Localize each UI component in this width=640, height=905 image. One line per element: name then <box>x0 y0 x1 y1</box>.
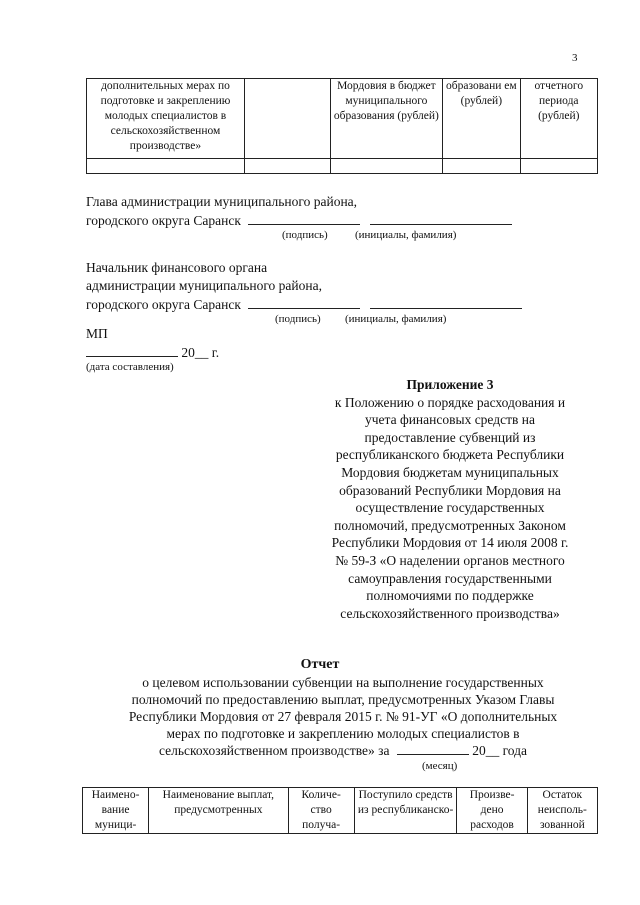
signature1-sign-field <box>248 212 360 225</box>
signature2-sign-field <box>248 296 360 309</box>
date-suffix: 20__ г. <box>181 345 220 360</box>
appendix-line: № 59-З «О наделении органов местного <box>335 552 565 568</box>
table-cell <box>330 159 443 174</box>
report-title: Отчет <box>300 657 340 672</box>
appendix-line: полномочиями по поддержке <box>366 588 534 604</box>
appendix-line: самоуправления государственными <box>348 570 552 586</box>
report-last-line-prefix: сельскохозяйственном производстве» за <box>158 743 390 758</box>
date-line <box>86 344 219 361</box>
date-caption: (дата составления) <box>86 361 174 373</box>
report-line: о целевом использовании субвенции на выполнение государственных <box>142 675 544 690</box>
signature1-caption-name: (инициалы, фамилия) <box>355 229 457 241</box>
table-row <box>87 79 598 159</box>
signature2-name-field <box>370 296 522 309</box>
appendix-line: предоставление субвенций из <box>364 429 536 445</box>
signature1-caption-sign: (подпись) <box>282 229 328 241</box>
month-field <box>397 742 469 755</box>
report-line: мерах по подготовке и закреплению молодых специалистов в <box>166 726 520 741</box>
appendix-line: образований Республики Мордовия на <box>339 482 561 498</box>
stamp-mp: МП <box>86 326 108 341</box>
table-cell <box>87 159 245 174</box>
table-header-cell: Произве- дено расходов <box>457 788 527 834</box>
appendix-block <box>305 376 595 622</box>
signature2-caption-name: (инициалы, фамилия) <box>345 313 447 325</box>
table-header-row <box>83 788 598 834</box>
report-year: 20__ года <box>472 743 528 758</box>
report-body <box>86 674 600 759</box>
appendix-line: учета финансовых средств на <box>365 412 535 428</box>
appendix-line: республиканского бюджета Республики <box>335 447 565 463</box>
signature2-caption-sign: (подпись) <box>275 313 321 325</box>
table-cell: отчетного периода (рублей) <box>520 79 597 159</box>
month-caption: (месяц) <box>422 760 458 772</box>
table-header-cell: Остаток неисполь- зованной <box>527 788 597 834</box>
appendix-line: осуществление государственных <box>355 500 545 516</box>
table-cell <box>520 159 597 174</box>
table-cell: образовани ем (рублей) <box>443 79 520 159</box>
signature1-line2 <box>86 212 512 229</box>
appendix-line: Республики Мордовия от 14 июля 2008 г. <box>331 535 569 551</box>
signature2-line1: Начальник финансового органа <box>86 260 268 275</box>
table-cell <box>244 159 330 174</box>
appendix-line: Мордовия бюджетам муниципальных <box>341 464 559 480</box>
signature1-name-field <box>370 212 512 225</box>
signature1-line2-text: городского округа Саранск <box>86 213 241 228</box>
table-row <box>87 159 598 174</box>
signature1-line1: Глава администрации муниципального района, <box>86 194 358 209</box>
table-header-cell: Наименование выплат, предусмотренных <box>149 788 288 834</box>
signature2-line2: администрации муниципального района, <box>86 278 322 293</box>
table-cell: дополнительных мерах по подготовке и закреплению молодых специалистов в сельскохозяйственном производстве» <box>87 79 245 159</box>
page-number: 3 <box>572 52 578 64</box>
report-table <box>82 787 598 834</box>
table-cell <box>244 79 330 159</box>
report-last-line <box>86 742 600 759</box>
table-cell: Мордовия в бюджет муниципального образования (рублей) <box>330 79 443 159</box>
appendix-line: сельскохозяйственного производства» <box>340 605 560 621</box>
appendix-line: полномочий, предусмотренных Законом <box>334 517 566 533</box>
table-header-cell: Количе- ство получа- <box>288 788 354 834</box>
appendix-title: Приложение 3 <box>406 377 494 392</box>
table-cell <box>443 159 520 174</box>
date-field <box>86 344 178 357</box>
table-header-cell: Наимено- вание муници- <box>83 788 149 834</box>
signature2-line3-text: городского округа Саранск <box>86 297 241 312</box>
top-table <box>86 78 598 174</box>
signature2-line3 <box>86 296 522 313</box>
report-line: полномочий по предоставлению выплат, предусмотренных Указом Главы <box>131 692 555 707</box>
appendix-line: к Положению о порядке расходования и <box>334 394 566 410</box>
report-line: Республики Мордовия от 27 февраля 2015 г. № 91-УГ «О дополнительных <box>128 709 558 724</box>
table-header-cell: Поступило средств из республиканско- <box>354 788 457 834</box>
